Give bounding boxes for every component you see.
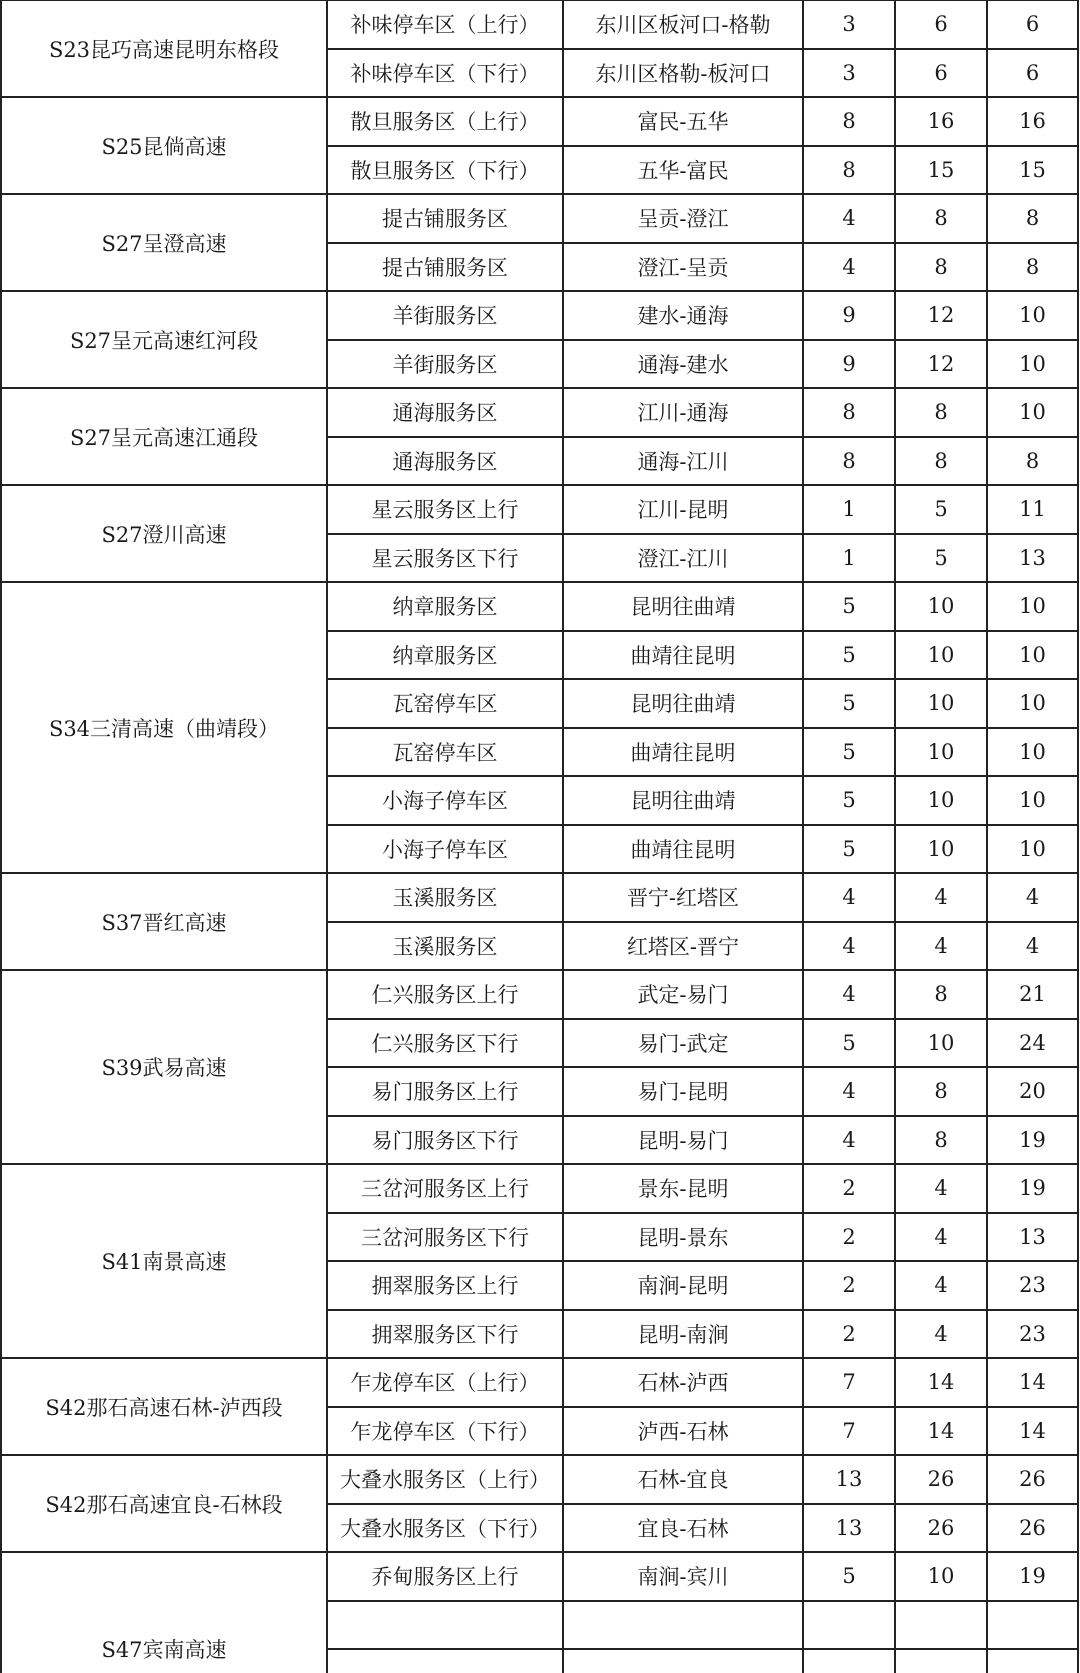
count-cell-1: 5: [803, 776, 895, 825]
count-cell-2: 4: [895, 1261, 987, 1310]
table-body: [1, 0, 1078, 1673]
count-cell-2: 4: [895, 873, 987, 922]
count-cell-1: 8: [803, 97, 895, 146]
count-cell-2: 15: [895, 146, 987, 195]
count-cell-3: 8: [987, 194, 1078, 243]
count-cell-3: 10: [987, 776, 1078, 825]
direction-cell: 江川-通海: [563, 388, 803, 437]
count-cell-2: [895, 1649, 987, 1673]
count-cell-2: 8: [895, 437, 987, 486]
count-cell-1: 2: [803, 1310, 895, 1359]
count-cell-2: 10: [895, 1019, 987, 1068]
service-area-cell: 乍龙停车区（上行）: [327, 1358, 563, 1407]
count-cell-3: 20: [987, 1067, 1078, 1116]
direction-cell: 曲靖往昆明: [563, 825, 803, 874]
count-cell-3: 10: [987, 582, 1078, 631]
count-cell-2: 4: [895, 1164, 987, 1213]
service-area-cell: 星云服务区上行: [327, 485, 563, 534]
table-row: [1, 1358, 1078, 1407]
direction-cell: 昆明-景东: [563, 1213, 803, 1262]
count-cell-1: 4: [803, 1067, 895, 1116]
count-cell-1: 5: [803, 1552, 895, 1601]
count-cell-2: 10: [895, 631, 987, 680]
direction-cell: 石林-泸西: [563, 1358, 803, 1407]
service-area-cell: 纳章服务区: [327, 582, 563, 631]
service-area-cell: 乍龙停车区（下行）: [327, 1407, 563, 1456]
count-cell-3: 13: [987, 1213, 1078, 1262]
service-area-cell: 星云服务区下行: [327, 534, 563, 583]
count-cell-1: 3: [803, 0, 895, 49]
count-cell-2: 12: [895, 340, 987, 389]
count-cell-3: 23: [987, 1310, 1078, 1359]
count-cell-2: 6: [895, 49, 987, 98]
service-area-cell: 通海服务区: [327, 388, 563, 437]
count-cell-3: 19: [987, 1116, 1078, 1165]
service-area-cell: 纳章服务区: [327, 631, 563, 680]
count-cell-1: 8: [803, 388, 895, 437]
count-cell-1: 2: [803, 1261, 895, 1310]
count-cell-1: [803, 1649, 895, 1673]
service-area-cell: 小海子停车区: [327, 776, 563, 825]
count-cell-3: 24: [987, 1019, 1078, 1068]
count-cell-2: 10: [895, 825, 987, 874]
count-cell-1: 9: [803, 291, 895, 340]
count-cell-3: 19: [987, 1552, 1078, 1601]
direction-cell: 石林-宜良: [563, 1455, 803, 1504]
service-area-cell: 大叠水服务区（上行）: [327, 1455, 563, 1504]
count-cell-1: 4: [803, 970, 895, 1019]
count-cell-2: 10: [895, 582, 987, 631]
direction-cell: 昆明-南涧: [563, 1310, 803, 1359]
table-row: [1, 1552, 1078, 1601]
count-cell-1: 2: [803, 1213, 895, 1262]
table-row: [1, 291, 1078, 340]
service-area-cell: 瓦窑停车区: [327, 728, 563, 777]
road-name-cell: S34三清高速（曲靖段）: [1, 582, 327, 873]
count-cell-2: 4: [895, 1310, 987, 1359]
count-cell-1: 4: [803, 194, 895, 243]
table-row: [1, 582, 1078, 631]
direction-cell: 澄江-呈贡: [563, 243, 803, 292]
count-cell-3: 8: [987, 243, 1078, 292]
count-cell-2: 5: [895, 485, 987, 534]
service-area-cell: 玉溪服务区: [327, 873, 563, 922]
service-area-cell: 补味停车区（上行）: [327, 0, 563, 49]
count-cell-1: 2: [803, 1164, 895, 1213]
count-cell-3: 10: [987, 388, 1078, 437]
direction-cell: 曲靖往昆明: [563, 728, 803, 777]
service-area-cell: 提古铺服务区: [327, 194, 563, 243]
direction-cell: 泸西-石林: [563, 1407, 803, 1456]
road-name-cell: S27呈元高速江通段: [1, 388, 327, 485]
service-area-cell: [327, 1649, 563, 1673]
count-cell-3: 21: [987, 970, 1078, 1019]
direction-cell: 呈贡-澄江: [563, 194, 803, 243]
direction-cell: 武定-易门: [563, 970, 803, 1019]
table-row: [1, 485, 1078, 534]
service-area-cell: 提古铺服务区: [327, 243, 563, 292]
direction-cell: 昆明-易门: [563, 1116, 803, 1165]
direction-cell: 景东-昆明: [563, 1164, 803, 1213]
count-cell-1: 5: [803, 679, 895, 728]
direction-cell: 曲靖往昆明: [563, 631, 803, 680]
count-cell-3: 13: [987, 534, 1078, 583]
road-name-cell: S42那石高速宜良-石林段: [1, 1455, 327, 1552]
road-name-cell: S25昆倘高速: [1, 97, 327, 194]
service-area-cell: 三岔河服务区下行: [327, 1213, 563, 1262]
direction-cell: 红塔区-晋宁: [563, 922, 803, 971]
direction-cell: [563, 1601, 803, 1650]
count-cell-1: 7: [803, 1358, 895, 1407]
table-row: [1, 1455, 1078, 1504]
direction-cell: 晋宁-红塔区: [563, 873, 803, 922]
count-cell-3: 10: [987, 728, 1078, 777]
table-row: [1, 97, 1078, 146]
count-cell-1: 9: [803, 340, 895, 389]
direction-cell: 宜良-石林: [563, 1504, 803, 1553]
count-cell-3: 10: [987, 631, 1078, 680]
count-cell-2: 12: [895, 291, 987, 340]
service-area-cell: 三岔河服务区上行: [327, 1164, 563, 1213]
count-cell-1: 1: [803, 534, 895, 583]
direction-cell: 江川-昆明: [563, 485, 803, 534]
count-cell-1: 5: [803, 1019, 895, 1068]
direction-cell: [563, 1649, 803, 1673]
count-cell-2: 8: [895, 388, 987, 437]
service-area-cell: 仁兴服务区下行: [327, 1019, 563, 1068]
count-cell-3: 26: [987, 1455, 1078, 1504]
service-area-cell: 大叠水服务区（下行）: [327, 1504, 563, 1553]
count-cell-2: 8: [895, 970, 987, 1019]
count-cell-2: 14: [895, 1407, 987, 1456]
count-cell-2: 8: [895, 1067, 987, 1116]
table-row: [1, 970, 1078, 1019]
service-area-cell: 瓦窑停车区: [327, 679, 563, 728]
service-area-cell: 小海子停车区: [327, 825, 563, 874]
road-name-cell: S42那石高速石林-泸西段: [1, 1358, 327, 1455]
road-name-cell: S37晋红高速: [1, 873, 327, 970]
direction-cell: 昆明往曲靖: [563, 679, 803, 728]
count-cell-3: 14: [987, 1407, 1078, 1456]
count-cell-3: 8: [987, 437, 1078, 486]
count-cell-1: 4: [803, 922, 895, 971]
count-cell-1: 4: [803, 873, 895, 922]
count-cell-3: 10: [987, 291, 1078, 340]
direction-cell: 易门-武定: [563, 1019, 803, 1068]
count-cell-3: 10: [987, 825, 1078, 874]
direction-cell: 建水-通海: [563, 291, 803, 340]
count-cell-1: 4: [803, 243, 895, 292]
service-area-cell: 通海服务区: [327, 437, 563, 486]
count-cell-1: 5: [803, 582, 895, 631]
service-area-cell: [327, 1601, 563, 1650]
service-area-cell: 仁兴服务区上行: [327, 970, 563, 1019]
table-row: [1, 1164, 1078, 1213]
count-cell-2: [895, 1601, 987, 1650]
count-cell-2: 8: [895, 1116, 987, 1165]
table-row: [1, 388, 1078, 437]
road-name-cell: S27呈元高速红河段: [1, 291, 327, 388]
count-cell-3: 10: [987, 679, 1078, 728]
count-cell-2: 10: [895, 776, 987, 825]
service-area-cell: 乔甸服务区上行: [327, 1552, 563, 1601]
count-cell-3: 23: [987, 1261, 1078, 1310]
count-cell-3: 4: [987, 922, 1078, 971]
count-cell-3: 15: [987, 146, 1078, 195]
count-cell-3: 14: [987, 1358, 1078, 1407]
count-cell-3: 19: [987, 1164, 1078, 1213]
count-cell-2: 10: [895, 679, 987, 728]
count-cell-1: 1: [803, 485, 895, 534]
road-name-cell: S41南景高速: [1, 1164, 327, 1358]
count-cell-1: 8: [803, 146, 895, 195]
count-cell-1: 13: [803, 1504, 895, 1553]
direction-cell: 通海-建水: [563, 340, 803, 389]
count-cell-1: 7: [803, 1407, 895, 1456]
direction-cell: 南涧-宾川: [563, 1552, 803, 1601]
count-cell-3: 16: [987, 97, 1078, 146]
direction-cell: 澄江-江川: [563, 534, 803, 583]
direction-cell: 通海-江川: [563, 437, 803, 486]
count-cell-3: 10: [987, 340, 1078, 389]
service-area-cell: 羊街服务区: [327, 340, 563, 389]
direction-cell: 易门-昆明: [563, 1067, 803, 1116]
count-cell-2: 10: [895, 1552, 987, 1601]
road-name-cell: S47宾南高速: [1, 1552, 327, 1673]
service-area-cell: 玉溪服务区: [327, 922, 563, 971]
direction-cell: 昆明往曲靖: [563, 582, 803, 631]
count-cell-2: 26: [895, 1504, 987, 1553]
count-cell-3: 4: [987, 873, 1078, 922]
count-cell-1: 5: [803, 728, 895, 777]
count-cell-3: [987, 1601, 1078, 1650]
count-cell-3: 6: [987, 0, 1078, 49]
service-area-cell: 散旦服务区（上行）: [327, 97, 563, 146]
direction-cell: 东川区格勒-板河口: [563, 49, 803, 98]
road-name-cell: S27呈澄高速: [1, 194, 327, 291]
count-cell-3: 11: [987, 485, 1078, 534]
count-cell-2: 8: [895, 194, 987, 243]
count-cell-2: 4: [895, 1213, 987, 1262]
count-cell-1: [803, 1601, 895, 1650]
count-cell-2: 14: [895, 1358, 987, 1407]
count-cell-1: 8: [803, 437, 895, 486]
service-area-cell: 易门服务区上行: [327, 1067, 563, 1116]
direction-cell: 南涧-昆明: [563, 1261, 803, 1310]
count-cell-2: 4: [895, 922, 987, 971]
road-name-cell: S39武易高速: [1, 970, 327, 1164]
direction-cell: 东川区板河口-格勒: [563, 0, 803, 49]
count-cell-2: 26: [895, 1455, 987, 1504]
road-name-cell: S23昆巧高速昆明东格段: [1, 0, 327, 97]
service-area-cell: 易门服务区下行: [327, 1116, 563, 1165]
count-cell-1: 3: [803, 49, 895, 98]
road-name-cell: S27澄川高速: [1, 485, 327, 582]
count-cell-2: 16: [895, 97, 987, 146]
count-cell-3: 6: [987, 49, 1078, 98]
direction-cell: 富民-五华: [563, 97, 803, 146]
direction-cell: 五华-富民: [563, 146, 803, 195]
count-cell-2: 6: [895, 0, 987, 49]
service-area-cell: 拥翠服务区下行: [327, 1310, 563, 1359]
count-cell-2: 10: [895, 728, 987, 777]
count-cell-1: 5: [803, 631, 895, 680]
service-area-cell: 拥翠服务区上行: [327, 1261, 563, 1310]
count-cell-1: 5: [803, 825, 895, 874]
count-cell-1: 13: [803, 1455, 895, 1504]
count-cell-1: 4: [803, 1116, 895, 1165]
direction-cell: 昆明往曲靖: [563, 776, 803, 825]
count-cell-2: 8: [895, 243, 987, 292]
table-row: [1, 194, 1078, 243]
count-cell-2: 5: [895, 534, 987, 583]
service-area-cell: 散旦服务区（下行）: [327, 146, 563, 195]
count-cell-3: 26: [987, 1504, 1078, 1553]
service-area-cell: 补味停车区（下行）: [327, 49, 563, 98]
table-row: [1, 873, 1078, 922]
count-cell-3: [987, 1649, 1078, 1673]
table-row: [1, 0, 1078, 49]
service-area-cell: 羊街服务区: [327, 291, 563, 340]
